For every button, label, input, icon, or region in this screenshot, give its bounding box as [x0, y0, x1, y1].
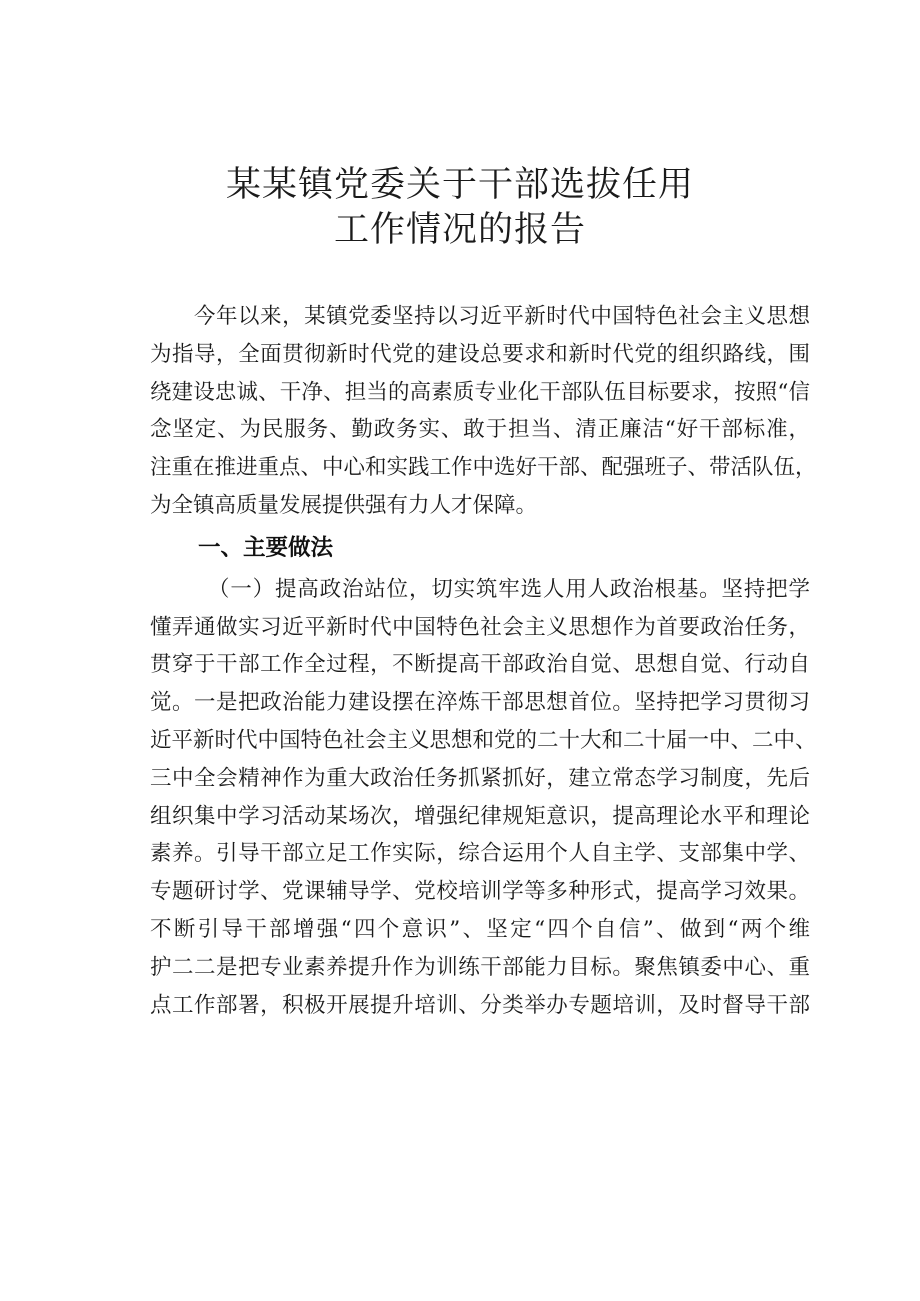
section-line: 素养。引导干部立足工作实际，综合运用个人自主学、支部集中学、 [150, 841, 810, 867]
section-line: （一）提高政治站位，切实筑牢选人用人政治根基。坚持把学 [208, 576, 810, 602]
section-line: 专题研讨学、党课辅导学、党校培训学等多种形式，提高学习效果。 [150, 879, 810, 905]
section-heading: 一、主要做法 [198, 534, 334, 561]
section-line: 组织集中学习活动某场次，增强纪律规矩意识，提高理论水平和理论 [150, 803, 810, 829]
document-title-line-1: 某某镇党委关于干部选拔任用 [225, 165, 694, 205]
document-title-line-2: 工作情况的报告 [333, 210, 586, 250]
section-line: 觉。一是把政治能力建设摆在淬炼干部思想首位。坚持把学习贯彻习 [150, 690, 810, 716]
intro-line: 今年以来，某镇党委坚持以习近平新时代中国特色社会主义思想 [194, 304, 810, 329]
intro-line: 注重在推进重点、中心和实践工作中选好干部、配强班子、带活队伍， [150, 455, 817, 481]
intro-line: 为全镇高质量发展提供强有力人才保障。 [150, 492, 538, 518]
intro-line: 念坚定、为民服务、勤政务实、敢于担当、清正廉洁“好干部标准， [150, 417, 810, 443]
section-line: 贯穿于干部工作全过程，不断提高干部政治自觉、思想自觉、行动自 [150, 652, 810, 678]
section-line: 护二二是把专业素养提升作为训练干部能力目标。聚焦镇委中心、重 [150, 954, 810, 980]
section-line: 近平新时代中国特色社会主义思想和党的二十大和二十届一中、二中、 [150, 727, 817, 753]
section-line: 懂弄通做实习近平新时代中国特色社会主义思想作为首要政治任务， [150, 614, 810, 640]
section-line: 点工作部署，积极开展提升培训、分类举办专题培训，及时督导干部 [150, 992, 810, 1018]
document-body [150, 298, 817, 1024]
intro-line: 绕建设忠诚、干净、担当的高素质专业化干部队伍目标要求，按照“信 [150, 379, 810, 405]
section-line: 三中全会精神作为重大政治任务抓紧抓好，建立常态学习制度，先后 [150, 765, 810, 791]
intro-line: 为指导，全面贯彻新时代党的建设总要求和新时代党的组织路线，围 [150, 341, 810, 367]
section-line: 不断引导干部增强“四个意识”、坚定“四个自信”、做到“两个维 [150, 916, 810, 942]
